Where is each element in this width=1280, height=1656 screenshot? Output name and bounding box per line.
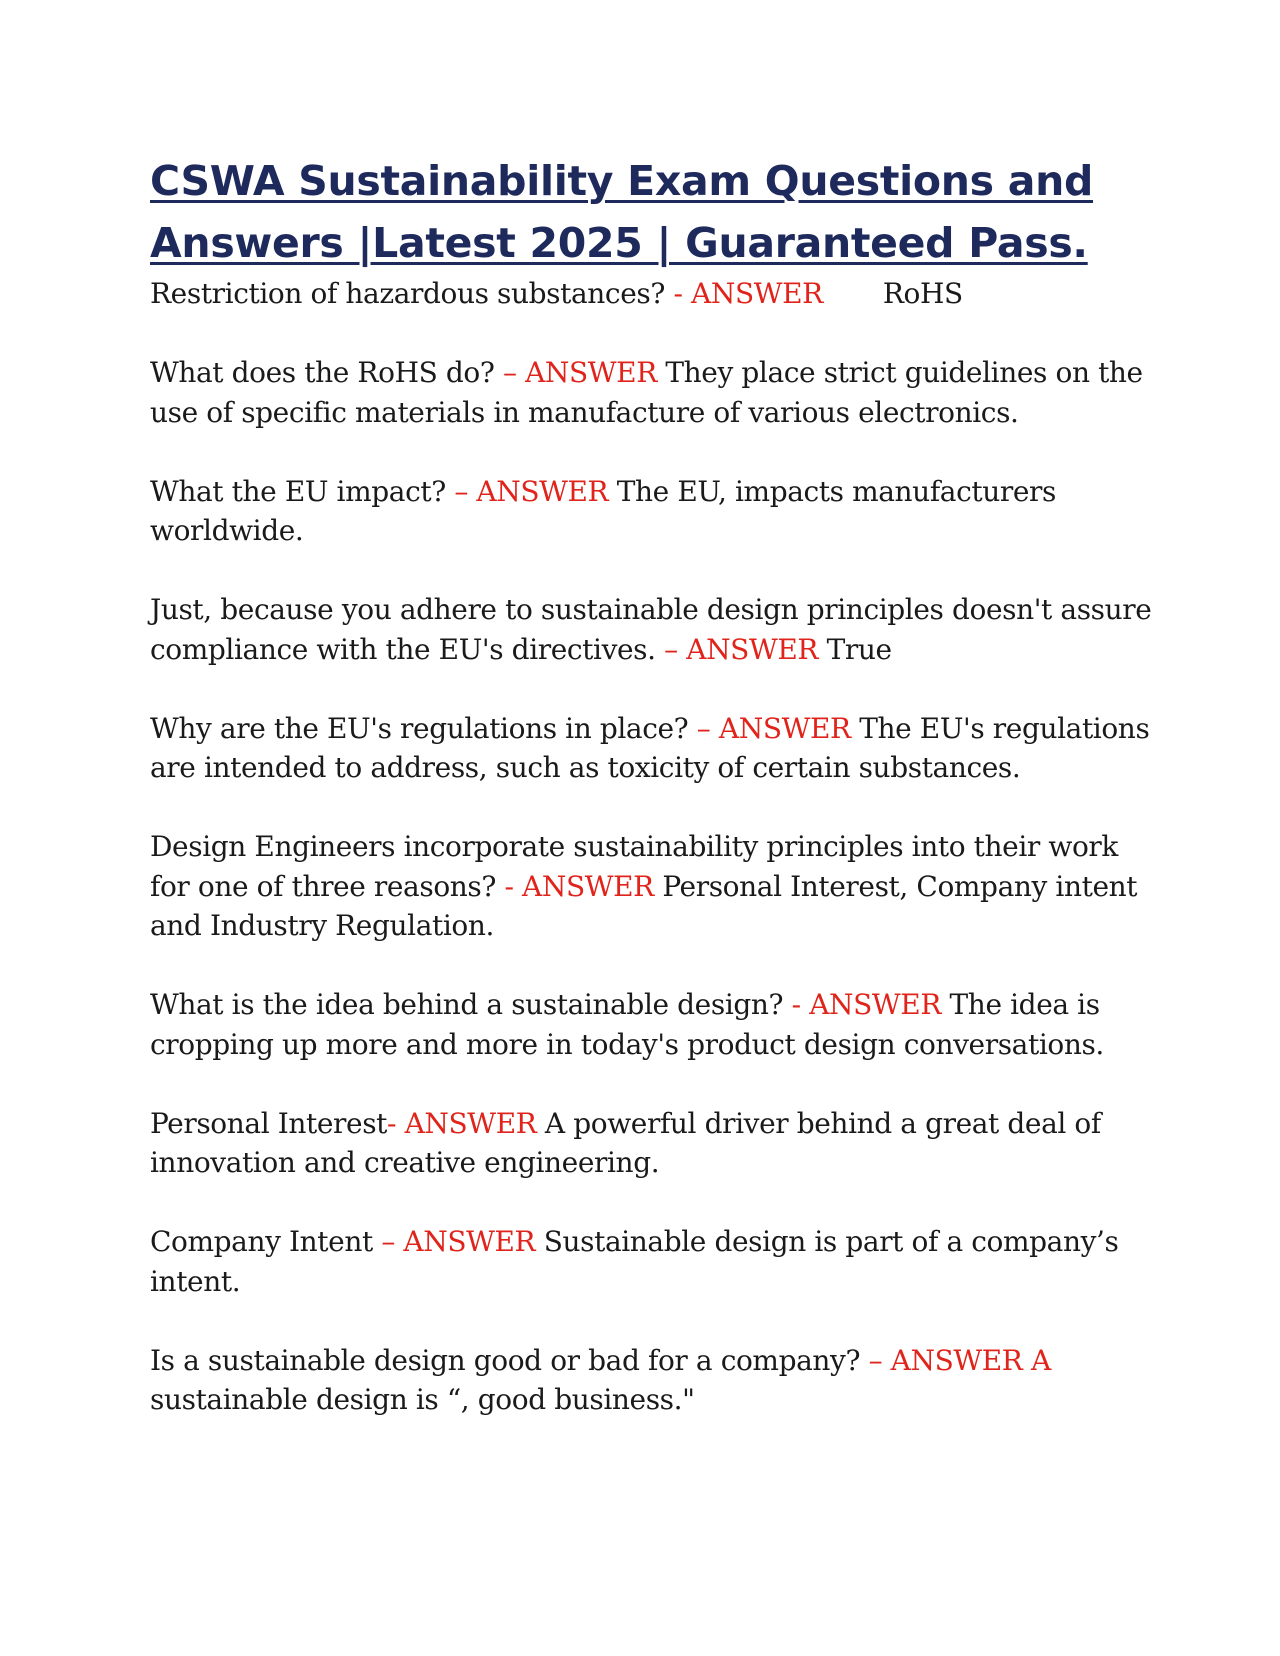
answer-marker: – ANSWER bbox=[381, 1225, 536, 1258]
qa-item-4 bbox=[150, 590, 1160, 669]
answer-text: True bbox=[818, 632, 892, 666]
answer-marker: – ANSWER bbox=[664, 632, 819, 666]
qa-item-6 bbox=[150, 827, 1160, 946]
answer-text: sustainable design is “, good business." bbox=[150, 1383, 695, 1416]
question-text: Design Engineers incorporate sustainability principles into their work for one of three reasons? bbox=[150, 830, 1118, 903]
question-text: What the EU impact? bbox=[150, 474, 455, 508]
question-text: Restriction of hazardous substances? bbox=[150, 277, 674, 310]
question-text: Is a sustainable design good or bad for a company? bbox=[150, 1343, 869, 1377]
question-text: Just, because you adhere to sustainable design principles doesn't assure compliance with the EU's directives. bbox=[150, 593, 1152, 666]
answer-marker: - ANSWER bbox=[387, 1106, 537, 1140]
question-text: What does the RoHS do? bbox=[150, 356, 503, 389]
answer-text: RoHS bbox=[882, 277, 963, 310]
answer-text: Personal Interest, Company intent and Industry Regulation. bbox=[150, 869, 1138, 942]
question-text: Company Intent bbox=[150, 1225, 382, 1258]
answer-text: The EU, impacts manufacturers worldwide. bbox=[150, 474, 1056, 547]
answer-marker: – ANSWER A bbox=[868, 1343, 1051, 1377]
answer-marker: – ANSWER bbox=[454, 474, 609, 508]
qa-item-1 bbox=[150, 274, 1160, 314]
answer-marker: - ANSWER bbox=[791, 988, 942, 1021]
answer-text: Sustainable design is part of a company’s intent. bbox=[150, 1225, 1119, 1298]
answer-marker: – ANSWER bbox=[696, 711, 851, 745]
question-text: Why are the EU's regulations in place? bbox=[150, 711, 697, 745]
qa-item-8 bbox=[150, 1104, 1160, 1183]
answer-text: The idea is cropping up more and more in today's product design conversations. bbox=[150, 988, 1104, 1061]
answer-marker: - ANSWER bbox=[504, 869, 654, 903]
qa-item-10 bbox=[150, 1341, 1160, 1420]
qa-item-9 bbox=[150, 1222, 1160, 1301]
answer-text: The EU's regulations are intended to address, such as toxicity of certain substances. bbox=[150, 711, 1150, 784]
question-text: What is the idea behind a sustainable design? bbox=[150, 988, 792, 1021]
answer-text: A powerful driver behind a great deal of innovation and creative engineering. bbox=[150, 1106, 1101, 1179]
question-text: Personal Interest bbox=[150, 1106, 388, 1140]
qa-item-5 bbox=[150, 709, 1160, 788]
qa-item-2 bbox=[150, 353, 1160, 432]
qa-item-3 bbox=[150, 472, 1160, 551]
qa-list bbox=[150, 274, 1160, 1420]
document-page bbox=[150, 150, 1160, 1459]
qa-item-7 bbox=[150, 985, 1160, 1064]
answer-marker: - ANSWER bbox=[673, 277, 823, 310]
answer-marker: – ANSWER bbox=[502, 356, 657, 389]
document-title: CSWA Sustainability Exam Questions and Answers |Latest 2025 | Guaranteed Pass. bbox=[150, 157, 1094, 267]
answer-text: They place strict guidelines on the use of specific materials in manufacture of various electronics. bbox=[150, 356, 1143, 429]
